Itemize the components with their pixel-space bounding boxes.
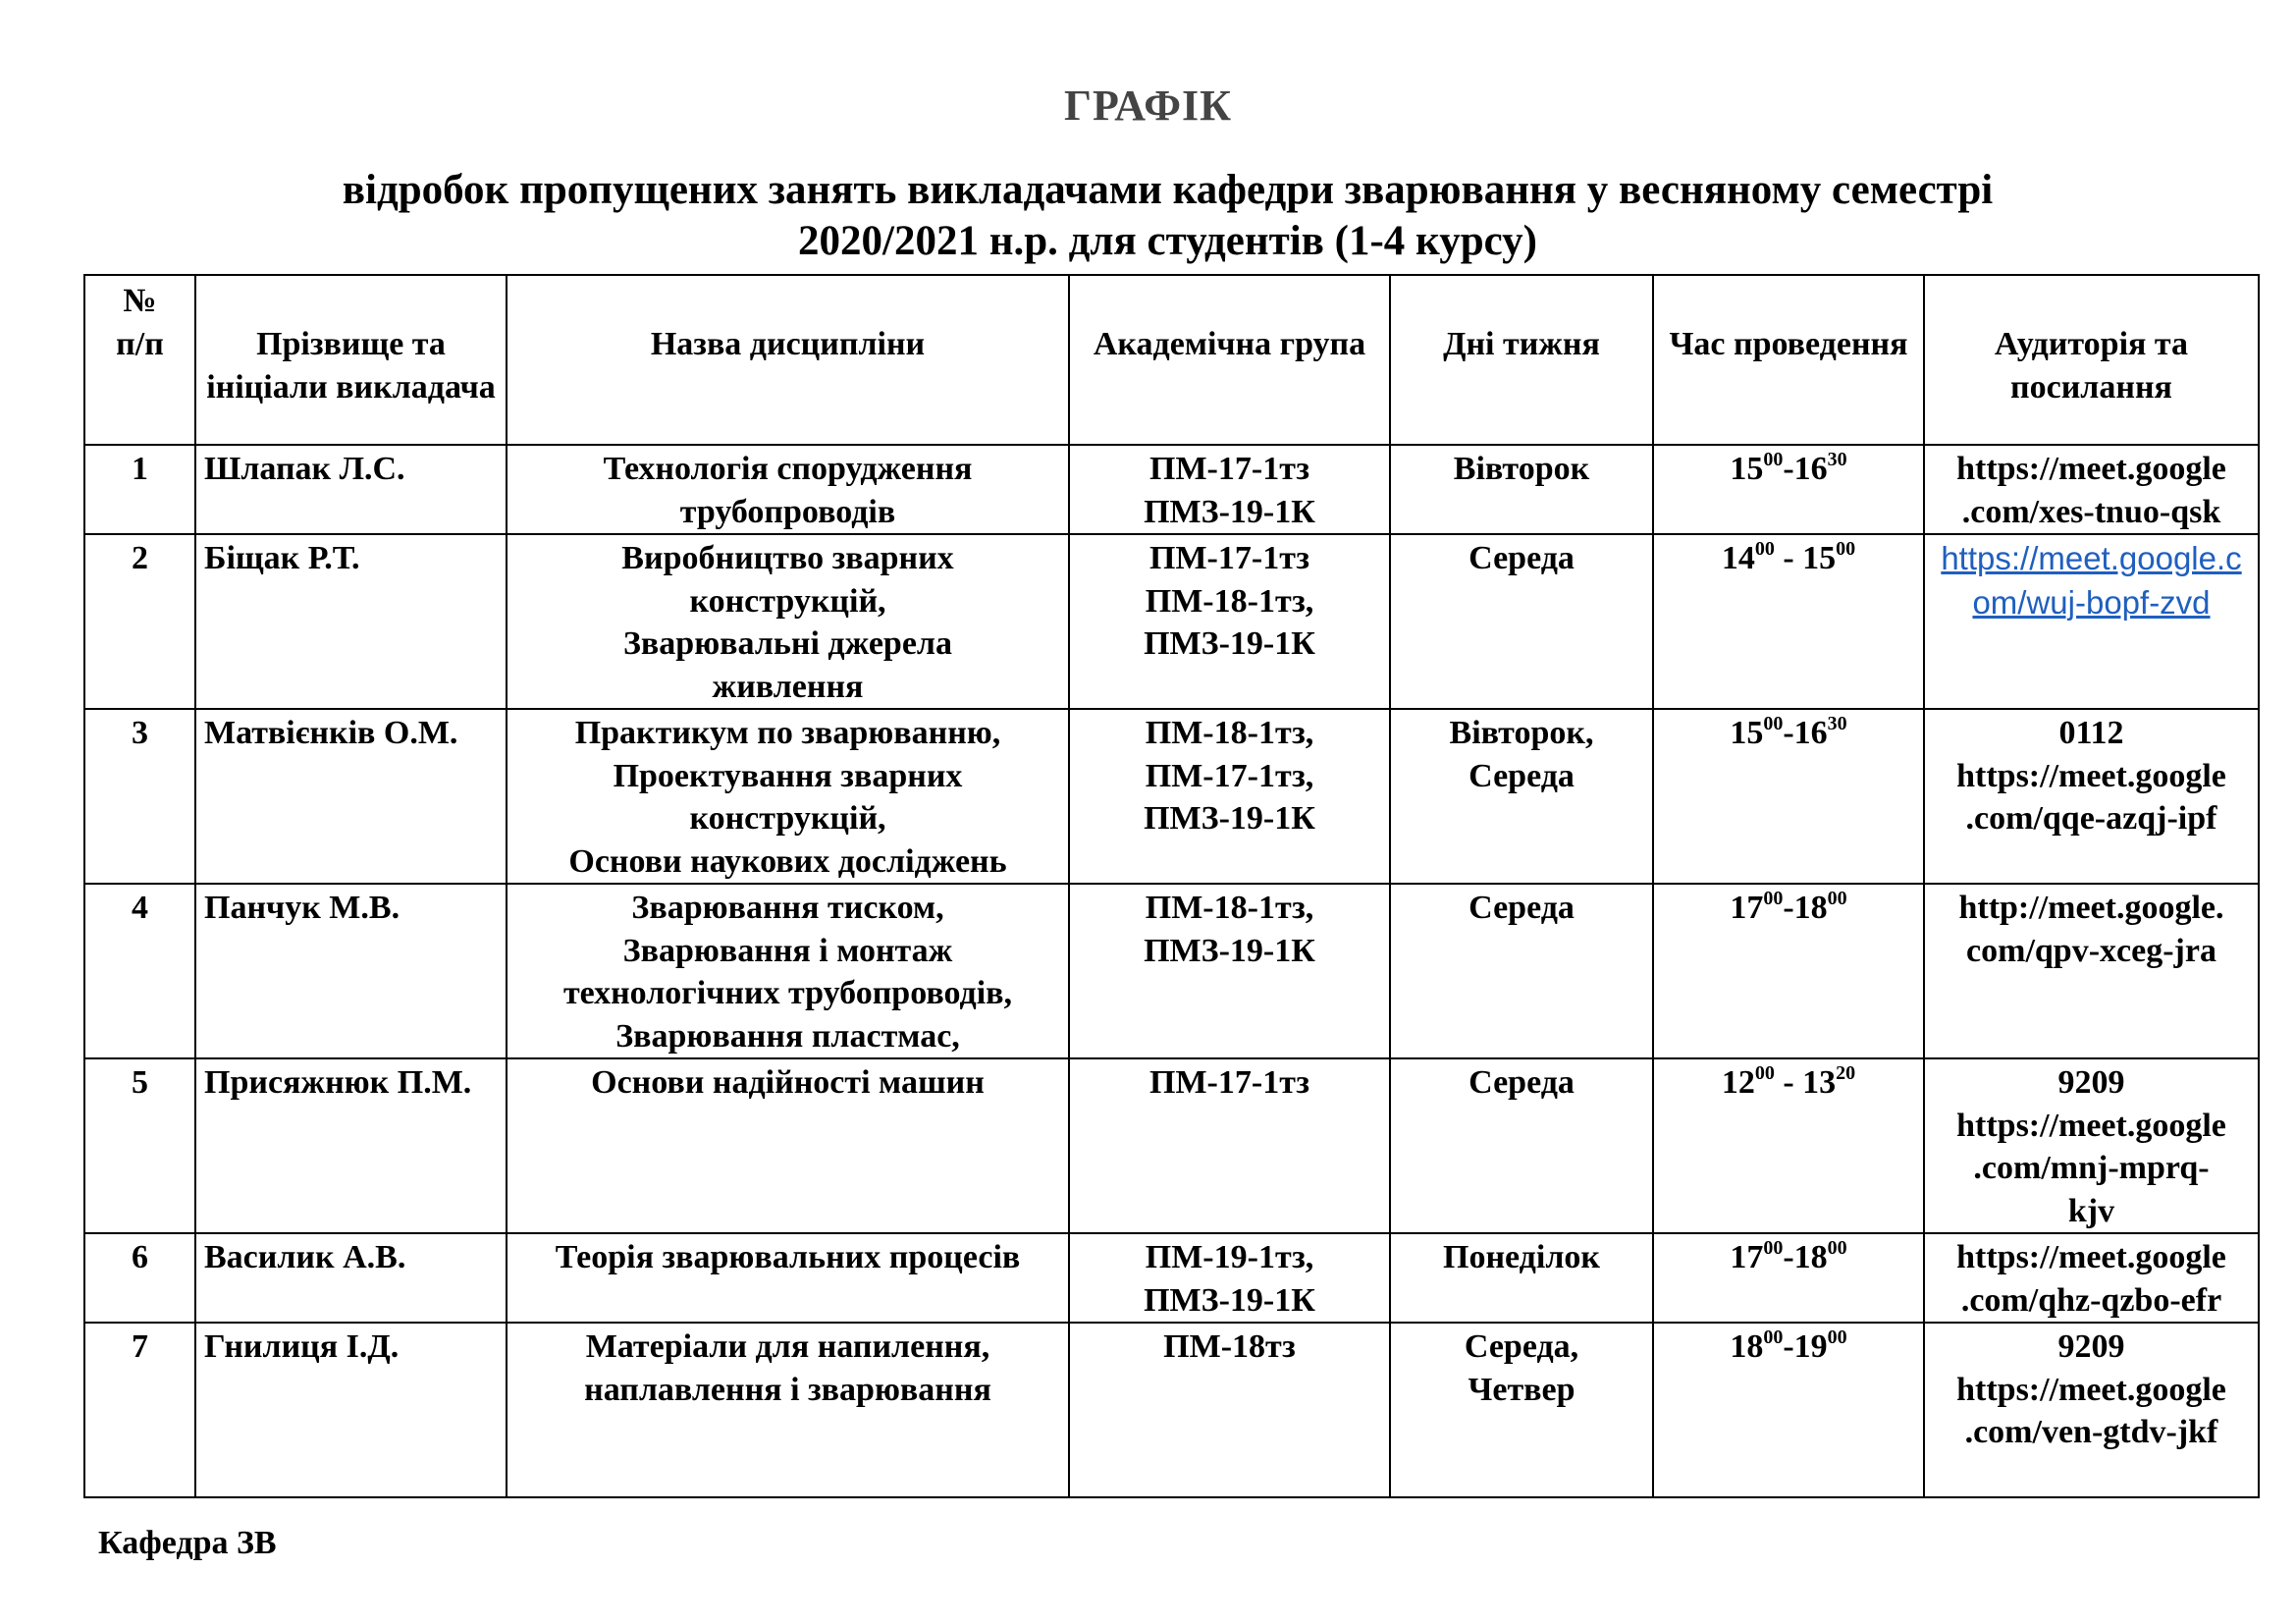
group-cell xyxy=(1069,884,1390,1058)
discipline-cell xyxy=(507,1323,1069,1497)
time-end-hour: 16 xyxy=(1793,451,1828,487)
group-cell xyxy=(1069,1058,1390,1233)
discipline-line: трубопроводів xyxy=(679,493,896,530)
header-number-label: п/п xyxy=(116,325,164,362)
room-line: com/qpv-xceg-jra xyxy=(1966,932,2216,969)
group-line: ПМ-18-1тз, xyxy=(1145,582,1314,620)
group-line: ПМЗ-19-1К xyxy=(1144,493,1315,530)
discipline-line: Теорія зварювальних процесів xyxy=(555,1239,1021,1275)
group-line: ПМ-17-1тз, xyxy=(1145,757,1314,794)
discipline-line: конструкцій, xyxy=(689,582,886,620)
group-line: ПМ-17-1тз xyxy=(1149,540,1309,576)
days-cell xyxy=(1390,1323,1653,1497)
room-line: https://meet.google xyxy=(1956,451,2226,487)
time-end-minutes: 20 xyxy=(1836,1062,1856,1084)
room-line: https://meet.google xyxy=(1956,1239,2226,1275)
group-line: ПМ-17-1тз xyxy=(1149,1064,1309,1101)
header-number-sign: № xyxy=(123,283,157,319)
time-start-minutes: 00 xyxy=(1754,1062,1775,1084)
discipline-line: Зварювальні джерела xyxy=(622,625,953,662)
table-row xyxy=(84,1323,2259,1497)
room-line: 0112 xyxy=(2058,715,2124,751)
header-group: Академічна група xyxy=(1069,275,1390,445)
teacher-name: Панчук М.В. xyxy=(195,884,507,1058)
time-separator: - xyxy=(1783,1239,1794,1275)
discipline-line: Практикум по зварюванню, xyxy=(574,715,1001,751)
time-separator: - xyxy=(1783,890,1794,926)
header-number xyxy=(84,275,195,445)
document-subtitle xyxy=(118,165,2217,267)
table-row xyxy=(84,884,2259,1058)
group-line: ПМ-17-1тз xyxy=(1149,451,1309,487)
header-days: Дні тижня xyxy=(1390,275,1653,445)
time-end-minutes: 30 xyxy=(1827,713,1847,734)
time-end-minutes: 00 xyxy=(1827,1326,1847,1348)
discipline-cell xyxy=(507,445,1069,534)
row-number: 5 xyxy=(84,1058,195,1233)
teacher-name: Гнилиця І.Д. xyxy=(195,1323,507,1497)
time-start-hour: 15 xyxy=(1730,715,1764,751)
room-line: 9209 xyxy=(2057,1328,2125,1365)
time-start-minutes: 00 xyxy=(1763,713,1784,734)
discipline-line: Зварювання і монтаж xyxy=(622,932,953,969)
time-cell xyxy=(1653,534,1924,709)
time-start-hour: 18 xyxy=(1730,1328,1764,1365)
room-line: .com/qhz-qzbo-efr xyxy=(1960,1281,2222,1319)
discipline-line: наплавлення і зварювання xyxy=(584,1371,991,1408)
discipline-line: Зварювання тиском, xyxy=(631,890,944,926)
group-cell xyxy=(1069,445,1390,534)
time-separator: - xyxy=(1774,1064,1803,1101)
table-row xyxy=(84,445,2259,534)
group-line: ПМ-18тз xyxy=(1163,1328,1296,1365)
room-cell xyxy=(1924,709,2259,884)
group-line: ПМ-19-1тз, xyxy=(1145,1239,1314,1275)
header-discipline: Назва дисципліни xyxy=(507,275,1069,445)
days-cell xyxy=(1390,884,1653,1058)
header-row xyxy=(84,275,2259,445)
time-end-minutes: 00 xyxy=(1836,538,1856,560)
discipline-line: технологічних трубопроводів, xyxy=(562,975,1013,1011)
discipline-line: Зварювання пластмас, xyxy=(615,1017,960,1055)
group-cell xyxy=(1069,1233,1390,1323)
discipline-cell xyxy=(507,884,1069,1058)
time-end-minutes: 30 xyxy=(1827,449,1847,470)
time-start-hour: 17 xyxy=(1730,890,1764,926)
subtitle-line-2: 2020/2021 н.р. для студентів (1-4 курсу) xyxy=(798,218,1537,264)
time-end-hour: 18 xyxy=(1793,1239,1828,1275)
room-line: http://meet.google. xyxy=(1958,890,2224,926)
days-cell xyxy=(1390,445,1653,534)
room-line: https://meet.google xyxy=(1956,1371,2226,1408)
day-line: Вівторок, xyxy=(1449,715,1594,751)
discipline-cell xyxy=(507,709,1069,884)
room-line: .com/qqe-azqj-ipf xyxy=(1965,800,2217,837)
day-line: Середа xyxy=(1468,1064,1575,1101)
header-room: Аудиторія та посилання xyxy=(1924,275,2259,445)
time-cell xyxy=(1653,1323,1924,1497)
group-line: ПМ-18-1тз, xyxy=(1145,715,1314,751)
time-start-minutes: 00 xyxy=(1763,888,1784,909)
day-line: Середа xyxy=(1468,757,1575,794)
time-end-hour: 19 xyxy=(1793,1328,1828,1365)
time-separator: - xyxy=(1774,540,1803,576)
table-row xyxy=(84,534,2259,709)
room-line: .com/ven-gtdv-jkf xyxy=(1964,1414,2218,1450)
day-line: Середа xyxy=(1468,890,1575,926)
table-row xyxy=(84,1233,2259,1323)
table-row xyxy=(84,709,2259,884)
days-cell xyxy=(1390,709,1653,884)
row-number: 4 xyxy=(84,884,195,1058)
room-cell xyxy=(1924,1058,2259,1233)
time-end-hour: 16 xyxy=(1793,715,1828,751)
time-separator: - xyxy=(1783,1328,1794,1365)
group-cell xyxy=(1069,709,1390,884)
department-footer: Кафедра ЗВ xyxy=(98,1525,277,1561)
group-line: ПМЗ-19-1К xyxy=(1144,800,1315,837)
meet-link[interactable]: https://meet.google.com/wuj-bopf-zvd xyxy=(1941,540,2242,621)
room-cell xyxy=(1924,1323,2259,1497)
group-line: ПМЗ-19-1К xyxy=(1144,932,1315,969)
room-line: .com/xes-tnuo-qsk xyxy=(1961,493,2221,530)
group-line: ПМЗ-19-1К xyxy=(1144,625,1315,662)
day-line: Середа, xyxy=(1464,1328,1579,1365)
time-separator: - xyxy=(1783,451,1794,487)
days-cell xyxy=(1390,1058,1653,1233)
days-cell xyxy=(1390,534,1653,709)
time-end-hour: 13 xyxy=(1802,1064,1837,1101)
discipline-line: Матеріали для напилення, xyxy=(585,1328,990,1365)
teacher-name: Шлапак Л.С. xyxy=(195,445,507,534)
days-cell xyxy=(1390,1233,1653,1323)
discipline-line: Основи надійності машин xyxy=(591,1064,985,1101)
discipline-cell xyxy=(507,1233,1069,1323)
table-row xyxy=(84,1058,2259,1233)
discipline-line: Проектування зварних xyxy=(613,757,963,794)
time-start-hour: 17 xyxy=(1730,1239,1764,1275)
time-start-minutes: 00 xyxy=(1763,449,1784,470)
group-line: ПМ-18-1тз, xyxy=(1145,890,1314,926)
time-start-hour: 12 xyxy=(1721,1064,1755,1101)
row-number: 3 xyxy=(84,709,195,884)
room-line: https://meet.google xyxy=(1956,757,2226,794)
teacher-name: Присяжнюк П.М. xyxy=(195,1058,507,1233)
row-number: 2 xyxy=(84,534,195,709)
room-cell xyxy=(1924,534,2259,709)
room-line: https://meet.google xyxy=(1956,1107,2226,1144)
day-line: Понеділок xyxy=(1443,1239,1600,1275)
teacher-name: Василик А.В. xyxy=(195,1233,507,1323)
group-cell xyxy=(1069,1323,1390,1497)
header-time: Час проведення xyxy=(1653,275,1924,445)
teacher-name: Матвієнків О.М. xyxy=(195,709,507,884)
row-number: 1 xyxy=(84,445,195,534)
time-end-minutes: 00 xyxy=(1827,1237,1847,1259)
row-number: 6 xyxy=(84,1233,195,1323)
group-cell xyxy=(1069,534,1390,709)
time-start-minutes: 00 xyxy=(1763,1237,1784,1259)
time-cell xyxy=(1653,709,1924,884)
time-cell xyxy=(1653,1233,1924,1323)
document-title: ГРАФІК xyxy=(1063,81,1233,130)
subtitle-line-1: відробок пропущених занять викладачами кафедри зварювання у весняному семестрі xyxy=(342,167,1994,213)
time-cell xyxy=(1653,445,1924,534)
time-start-minutes: 00 xyxy=(1763,1326,1784,1348)
discipline-line: Виробництво зварних xyxy=(621,540,954,576)
time-end-minutes: 00 xyxy=(1827,888,1847,909)
time-start-minutes: 00 xyxy=(1754,538,1775,560)
day-line: Вівторок xyxy=(1453,451,1590,487)
group-line: ПМЗ-19-1К xyxy=(1144,1281,1315,1319)
discipline-line: Основи наукових досліджень xyxy=(568,842,1007,880)
day-line: Четвер xyxy=(1468,1371,1575,1408)
discipline-cell xyxy=(507,1058,1069,1233)
time-end-hour: 15 xyxy=(1802,540,1837,576)
schedule-table xyxy=(83,274,2260,1498)
discipline-line: конструкцій, xyxy=(689,800,886,837)
time-separator: - xyxy=(1783,715,1794,751)
time-start-hour: 14 xyxy=(1721,540,1755,576)
time-start-hour: 15 xyxy=(1730,451,1764,487)
time-cell xyxy=(1653,1058,1924,1233)
room-line: kjv xyxy=(2067,1192,2115,1229)
header-teacher: Прізвище та ініціали викладача xyxy=(195,275,507,445)
row-number: 7 xyxy=(84,1323,195,1497)
discipline-line: живлення xyxy=(712,668,864,705)
teacher-name: Біщак Р.Т. xyxy=(195,534,507,709)
room-line: 9209 xyxy=(2057,1064,2125,1101)
room-cell xyxy=(1924,1233,2259,1323)
discipline-cell xyxy=(507,534,1069,709)
time-cell xyxy=(1653,884,1924,1058)
time-end-hour: 18 xyxy=(1793,890,1828,926)
discipline-line: Технологія спорудження xyxy=(603,451,973,487)
room-cell xyxy=(1924,445,2259,534)
room-line: .com/mnj-mprq- xyxy=(1973,1150,2210,1186)
room-cell xyxy=(1924,884,2259,1058)
day-line: Середа xyxy=(1468,540,1575,576)
